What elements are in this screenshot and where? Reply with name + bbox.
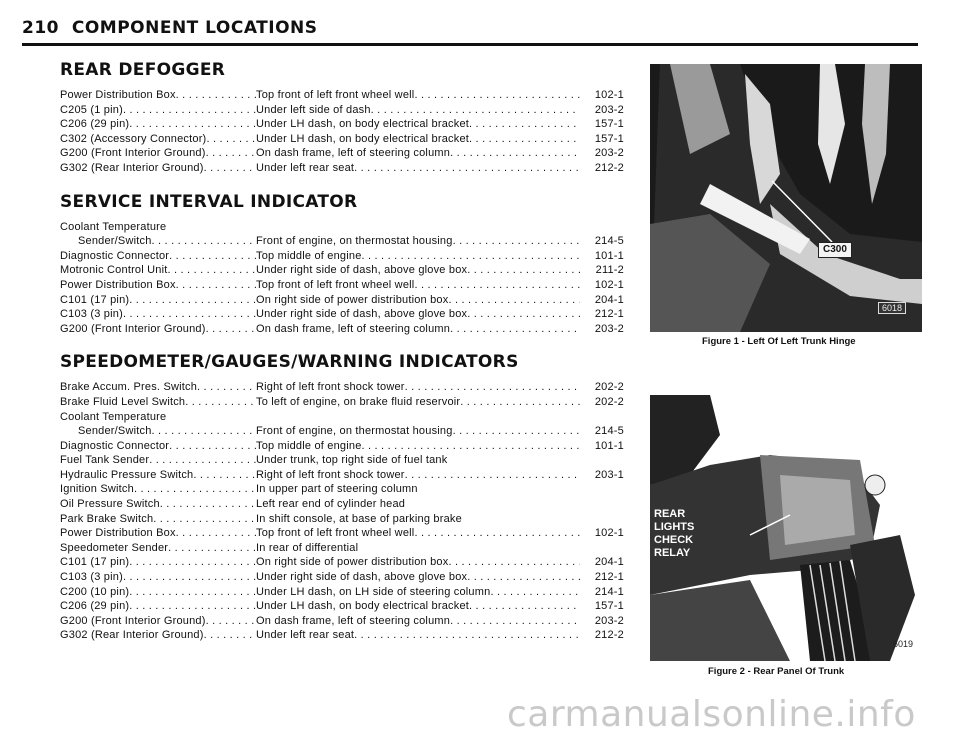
location-cell xyxy=(256,132,580,147)
page-ref: 203-2 xyxy=(594,614,624,627)
list-item xyxy=(60,599,630,614)
leader-dots xyxy=(354,161,580,176)
component-name: Coolant Temperature xyxy=(60,220,167,233)
location-text: On right side of power distribution box xyxy=(256,293,449,306)
list-item xyxy=(60,439,630,454)
list-item xyxy=(60,512,630,527)
page-ref: 204-1 xyxy=(594,293,624,306)
component-cell xyxy=(60,628,256,643)
page-ref xyxy=(580,220,624,235)
component-name: G302 (Rear Interior Ground) xyxy=(60,161,204,174)
location-cell xyxy=(256,599,580,614)
location-cell xyxy=(256,380,580,395)
entry-list xyxy=(60,220,630,337)
location-text: To left of engine, on brake fluid reservoir xyxy=(256,395,461,408)
page-ref xyxy=(580,453,624,468)
page-ref: 102-1 xyxy=(594,278,624,291)
location-cell xyxy=(256,278,580,293)
location-cell xyxy=(256,146,580,161)
figure-1-photo xyxy=(650,64,922,332)
location-cell xyxy=(256,161,580,176)
location-cell xyxy=(256,585,580,600)
component-cell xyxy=(60,161,256,176)
component-name: Power Distribution Box xyxy=(60,89,176,101)
component-cell xyxy=(60,439,256,454)
leader-dots xyxy=(168,263,256,278)
component-name: Coolant Temperature xyxy=(60,410,167,423)
location-cell xyxy=(256,117,580,132)
leader-dots xyxy=(467,307,580,322)
component-name: C103 (3 pin) xyxy=(60,571,123,584)
component-name: Diagnostic Connector xyxy=(60,439,170,452)
location-cell xyxy=(256,395,580,410)
list-item xyxy=(60,541,630,556)
component-cell xyxy=(60,395,256,410)
leader-dots xyxy=(490,585,580,600)
section-title: SPEEDOMETER/GAUGES/WARNING INDICATORS xyxy=(60,352,519,373)
component-list xyxy=(60,60,630,659)
leader-dots xyxy=(206,132,256,147)
list-item xyxy=(60,132,630,147)
component-cell xyxy=(60,614,256,629)
list-item xyxy=(60,395,630,410)
location-text: On dash frame, left of steering column xyxy=(256,614,451,627)
figure-2-label-line-1: REAR xyxy=(654,508,686,520)
component-cell xyxy=(60,497,256,512)
leader-dots xyxy=(414,278,580,293)
list-item xyxy=(60,526,630,541)
component-cell xyxy=(60,512,256,527)
component-cell xyxy=(60,570,256,585)
location-text: Under LH dash, on body electrical bracket xyxy=(256,118,470,131)
section-title: REAR DEFOGGER xyxy=(60,60,226,80)
location-cell xyxy=(256,424,580,439)
page-ref: 212-2 xyxy=(594,629,624,642)
location-cell xyxy=(256,526,580,541)
component-cell xyxy=(60,424,256,439)
leader-dots xyxy=(469,132,580,147)
location-text: Top front of left front wheel well xyxy=(256,278,415,291)
list-item xyxy=(60,293,630,308)
page-ref: 202-2 xyxy=(594,395,624,408)
component-cell xyxy=(60,220,256,235)
page-ref: 157-1 xyxy=(594,600,624,613)
leader-dots xyxy=(206,146,256,161)
leader-dots xyxy=(149,453,256,468)
page-ref: 203-2 xyxy=(594,103,624,116)
location-text: Under trunk, top right side of fuel tank xyxy=(256,454,448,467)
page-ref: 214-5 xyxy=(594,235,624,248)
location-text: On dash frame, left of steering column xyxy=(256,147,451,160)
component-cell xyxy=(60,117,256,132)
component-name: Motronic Control Unit xyxy=(60,264,168,277)
component-cell xyxy=(60,278,256,293)
list-item xyxy=(60,424,630,439)
leader-dots xyxy=(450,146,580,161)
leader-dots xyxy=(405,468,580,483)
component-name: Oil Pressure Switch xyxy=(60,498,160,511)
leader-dots xyxy=(160,497,256,512)
list-item xyxy=(60,555,630,570)
component-name: Sender/Switch xyxy=(78,235,152,248)
list-item xyxy=(60,453,630,468)
leader-dots xyxy=(450,322,580,337)
leader-dots xyxy=(204,161,256,176)
page-ref: 202-2 xyxy=(594,381,624,394)
component-name: G200 (Front Interior Ground) xyxy=(60,614,206,627)
location-text: On dash frame, left of steering column xyxy=(256,322,451,335)
component-cell xyxy=(60,263,256,278)
component-cell xyxy=(60,526,256,541)
component-name: G200 (Front Interior Ground) xyxy=(60,147,206,160)
component-name: Power Distribution Box xyxy=(60,278,176,291)
leader-dots xyxy=(204,628,256,643)
section xyxy=(60,192,630,337)
location-text: On right side of power distribution box xyxy=(256,556,449,569)
figure-2-label-line-2: LIGHTS xyxy=(654,521,695,533)
page-ref: 212-1 xyxy=(594,571,624,584)
page-title xyxy=(22,18,919,38)
leader-dots xyxy=(414,526,580,541)
list-item xyxy=(60,234,630,249)
location-cell xyxy=(256,88,580,103)
list-item xyxy=(60,307,630,322)
component-cell xyxy=(60,293,256,308)
component-cell xyxy=(60,453,256,468)
leader-dots xyxy=(129,117,256,132)
page-ref: 102-1 xyxy=(594,527,624,540)
leader-dots xyxy=(176,88,256,103)
component-cell xyxy=(60,468,256,483)
location-cell xyxy=(256,263,580,278)
location-text: Top front of left front wheel well xyxy=(256,89,415,101)
location-cell xyxy=(256,570,580,585)
list-item xyxy=(60,220,630,235)
location-cell xyxy=(256,468,580,483)
header-rule xyxy=(22,43,918,46)
figure-1-caption: Figure 1 - Left Of Left Trunk Hinge xyxy=(702,336,856,347)
component-name: C101 (17 pin) xyxy=(60,293,130,306)
leader-dots xyxy=(176,278,256,293)
section xyxy=(60,60,630,176)
component-name: C200 (10 pin) xyxy=(60,585,130,598)
leader-dots xyxy=(206,322,256,337)
component-name: Park Brake Switch xyxy=(60,512,154,525)
leader-dots xyxy=(123,570,256,585)
component-cell xyxy=(60,132,256,147)
page-ref: 212-1 xyxy=(594,308,624,321)
component-cell xyxy=(60,555,256,570)
component-name: Brake Fluid Level Switch xyxy=(60,395,186,408)
leader-dots xyxy=(371,103,580,118)
list-item xyxy=(60,380,630,395)
page-ref xyxy=(580,541,624,556)
location-cell xyxy=(256,322,580,337)
list-item xyxy=(60,146,630,161)
location-cell xyxy=(256,410,580,425)
list-item xyxy=(60,161,630,176)
component-name: C206 (29 pin) xyxy=(60,600,130,613)
page-ref: 203-2 xyxy=(594,322,624,335)
figure-2-caption: Figure 2 - Rear Panel Of Trunk xyxy=(708,666,845,677)
location-cell xyxy=(256,439,580,454)
location-cell xyxy=(256,482,580,497)
list-item xyxy=(60,249,630,264)
component-cell xyxy=(60,103,256,118)
location-cell xyxy=(256,453,580,468)
leader-dots xyxy=(405,380,580,395)
component-cell xyxy=(60,322,256,337)
page-ref: 214-5 xyxy=(594,425,624,438)
location-cell xyxy=(256,555,580,570)
watermark: carmanualsonline.info xyxy=(507,694,916,735)
location-cell xyxy=(256,497,580,512)
page-number: 210 xyxy=(22,18,59,38)
component-name: C205 (1 pin) xyxy=(60,103,123,116)
leader-dots xyxy=(168,541,256,556)
location-text: Under LH dash, on body electrical bracket xyxy=(256,132,470,145)
location-text: Right of left front shock tower xyxy=(256,381,405,394)
leader-dots xyxy=(152,234,256,249)
leader-dots xyxy=(450,614,580,629)
header-title: COMPONENT LOCATIONS xyxy=(71,18,318,38)
component-name: Brake Accum. Pres. Switch xyxy=(60,381,198,394)
location-text: Under right side of dash, above glove box xyxy=(256,571,468,584)
leader-dots xyxy=(123,103,256,118)
component-name: Power Distribution Box xyxy=(60,527,176,540)
list-item xyxy=(60,614,630,629)
location-cell xyxy=(256,220,580,235)
leader-dots xyxy=(467,570,580,585)
page-header xyxy=(22,18,919,46)
component-name: C103 (3 pin) xyxy=(60,308,123,321)
component-cell xyxy=(60,307,256,322)
location-cell xyxy=(256,307,580,322)
location-text: Front of engine, on thermostat housing xyxy=(256,235,453,248)
leader-dots xyxy=(176,526,256,541)
component-cell xyxy=(60,380,256,395)
leader-dots xyxy=(169,439,256,454)
list-item xyxy=(60,278,630,293)
location-cell xyxy=(256,103,580,118)
figure-1-label-c300: C300 xyxy=(818,242,852,258)
figure-2 xyxy=(650,395,922,685)
page-ref: 211-2 xyxy=(595,264,624,277)
leader-dots xyxy=(448,555,580,570)
figure-2-label-line-3: CHECK xyxy=(654,534,694,546)
component-cell xyxy=(60,88,256,103)
leader-dots xyxy=(152,424,256,439)
entry-list xyxy=(60,380,630,643)
leader-dots xyxy=(362,439,580,454)
leader-dots xyxy=(129,293,256,308)
list-item xyxy=(60,410,630,425)
list-item xyxy=(60,322,630,337)
leader-dots xyxy=(354,628,580,643)
component-name: Ignition Switch xyxy=(60,483,134,496)
component-name: Diagnostic Connector xyxy=(60,249,170,262)
component-cell xyxy=(60,146,256,161)
figure-2-label-line-4: RELAY xyxy=(654,547,691,559)
page-ref: 101-1 xyxy=(594,249,624,262)
component-cell xyxy=(60,599,256,614)
page-ref: 214-1 xyxy=(594,585,624,598)
list-item xyxy=(60,570,630,585)
location-cell xyxy=(256,293,580,308)
page-ref: 204-1 xyxy=(594,556,624,569)
page-ref: 203-1 xyxy=(594,468,624,481)
location-text: Top middle of engine xyxy=(256,439,362,452)
list-item xyxy=(60,263,630,278)
page-ref xyxy=(580,410,624,425)
component-cell xyxy=(60,482,256,497)
location-text: Top front of left front wheel well xyxy=(256,527,415,540)
location-text: In upper part of steering column xyxy=(256,483,418,496)
leader-dots xyxy=(469,599,580,614)
leader-dots xyxy=(414,88,580,103)
list-item xyxy=(60,88,630,103)
leader-dots xyxy=(448,293,580,308)
leader-dots xyxy=(129,599,256,614)
component-name: Fuel Tank Sender xyxy=(60,454,150,467)
location-cell xyxy=(256,249,580,264)
leader-dots xyxy=(129,585,256,600)
list-item xyxy=(60,585,630,600)
location-text: Under left side of dash xyxy=(256,103,371,116)
component-cell xyxy=(60,234,256,249)
location-text: Under left rear seat xyxy=(256,629,355,642)
list-item xyxy=(60,117,630,132)
location-text: Under LH dash, on body electrical bracket xyxy=(256,600,470,613)
location-text: In shift console, at base of parking brake xyxy=(256,512,462,525)
component-name: C101 (17 pin) xyxy=(60,556,130,569)
page-ref: 102-1 xyxy=(594,89,624,101)
figure-2-relay-label xyxy=(650,507,698,561)
leader-dots xyxy=(123,307,256,322)
leader-dots xyxy=(467,263,580,278)
leader-dots xyxy=(362,249,580,264)
location-text: Left rear end of cylinder head xyxy=(256,498,406,511)
figure-1 xyxy=(650,64,922,354)
leader-dots xyxy=(453,424,580,439)
location-text: Right of left front shock tower xyxy=(256,468,405,481)
list-item xyxy=(60,497,630,512)
location-text: Front of engine, on thermostat housing xyxy=(256,425,453,438)
list-item xyxy=(60,103,630,118)
location-text: In rear of differential xyxy=(256,541,359,554)
component-name: G200 (Front Interior Ground) xyxy=(60,322,206,335)
page-ref xyxy=(580,512,624,527)
location-text: Under left rear seat xyxy=(256,161,355,174)
page-ref xyxy=(580,482,624,497)
list-item xyxy=(60,482,630,497)
location-cell xyxy=(256,614,580,629)
component-cell xyxy=(60,541,256,556)
leader-dots xyxy=(197,380,256,395)
location-cell xyxy=(256,234,580,249)
leader-dots xyxy=(193,468,256,483)
leader-dots xyxy=(185,395,256,410)
component-name: Hydraulic Pressure Switch xyxy=(60,468,194,481)
section xyxy=(60,352,630,643)
leader-dots xyxy=(469,117,580,132)
component-name: C206 (29 pin) xyxy=(60,118,130,131)
page-ref: 157-1 xyxy=(594,118,624,131)
leader-dots xyxy=(460,395,580,410)
component-cell xyxy=(60,585,256,600)
leader-dots xyxy=(453,234,580,249)
location-cell xyxy=(256,628,580,643)
page-ref: 101-1 xyxy=(594,439,624,452)
list-item xyxy=(60,468,630,483)
location-cell xyxy=(256,541,580,556)
entry-list xyxy=(60,88,630,176)
figure-1-photo-number: 6018 xyxy=(878,302,906,314)
location-text: Under right side of dash, above glove box xyxy=(256,264,468,277)
list-item xyxy=(60,628,630,643)
page-ref: 203-2 xyxy=(594,147,624,160)
leader-dots xyxy=(134,482,256,497)
component-name: C302 (Accessory Connector) xyxy=(60,132,207,145)
section-title: SERVICE INTERVAL INDICATOR xyxy=(60,191,358,212)
component-cell xyxy=(60,410,256,425)
component-name: G302 (Rear Interior Ground) xyxy=(60,629,204,642)
leader-dots xyxy=(153,512,256,527)
location-text: Under LH dash, on LH side of steering column xyxy=(256,585,491,598)
page-ref: 157-1 xyxy=(594,132,624,145)
location-cell xyxy=(256,512,580,527)
location-text: Under right side of dash, above glove box xyxy=(256,308,468,321)
leader-dots xyxy=(169,249,256,264)
location-text: Top middle of engine xyxy=(256,249,362,262)
leader-dots xyxy=(206,614,256,629)
page-ref xyxy=(580,497,624,512)
component-cell xyxy=(60,249,256,264)
component-name: Speedometer Sender xyxy=(60,541,169,554)
figure-2-photo-number: 6019 xyxy=(893,639,914,649)
page-ref: 212-2 xyxy=(594,161,624,174)
leader-dots xyxy=(129,555,256,570)
component-name: Sender/Switch xyxy=(78,425,152,438)
